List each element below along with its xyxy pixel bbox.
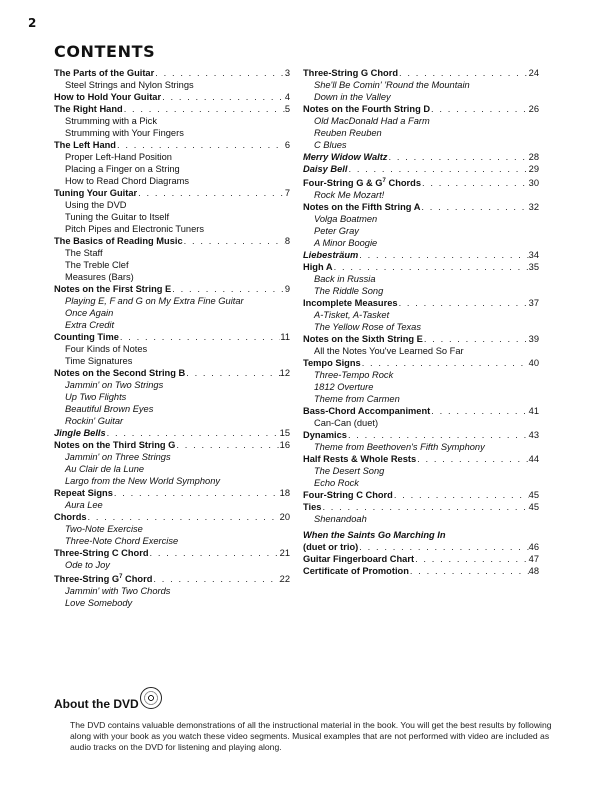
toc-sub-entry: Once Again bbox=[65, 308, 114, 318]
toc-entry[interactable] bbox=[303, 453, 539, 465]
toc-page-number: 43 bbox=[528, 430, 539, 441]
toc-entry-continuation: (duet or trio) bbox=[303, 542, 359, 553]
toc-entry[interactable] bbox=[303, 429, 539, 441]
toc-section bbox=[303, 553, 539, 565]
toc-entry[interactable] bbox=[303, 405, 539, 417]
toc-section bbox=[303, 429, 539, 453]
toc-sub-entry: Aura Lee bbox=[65, 500, 103, 510]
toc-section bbox=[303, 333, 539, 357]
toc-entry[interactable] bbox=[54, 547, 290, 559]
toc-sub-entry: Peter Gray bbox=[314, 226, 359, 237]
leader-dots bbox=[423, 333, 529, 345]
leader-dots bbox=[123, 103, 285, 115]
toc-page-number: 15 bbox=[279, 428, 290, 438]
toc-sub-entry: Three-Tempo Rock bbox=[314, 370, 394, 381]
toc-entry-title: Jingle Bells bbox=[54, 428, 106, 438]
leader-dots bbox=[321, 501, 528, 513]
toc-section bbox=[54, 511, 290, 547]
toc-sub-entry: Time Signatures bbox=[65, 356, 133, 366]
toc-entry[interactable] bbox=[303, 541, 539, 553]
about-dvd-header bbox=[54, 697, 162, 711]
toc-page-number: 12 bbox=[279, 368, 290, 378]
toc-sub-entry: Shenandoah bbox=[314, 514, 367, 525]
toc-sub-entry: Volga Boatmen bbox=[314, 214, 378, 225]
toc-sub-entry: Two-Note Exercise bbox=[65, 524, 143, 534]
toc-section bbox=[54, 139, 290, 187]
toc-entry-title: The Parts of the Guitar bbox=[54, 68, 155, 78]
toc-entry-title: Notes on the Sixth String E bbox=[303, 334, 423, 345]
toc-section bbox=[303, 565, 539, 577]
toc-sub-entry: 1812 Overture bbox=[314, 382, 374, 393]
leader-dots bbox=[137, 187, 285, 199]
toc-page-number: 22 bbox=[279, 574, 290, 585]
toc-page-number: 11 bbox=[280, 332, 290, 342]
toc-page-number: 9 bbox=[284, 284, 290, 294]
toc-sub-entry: The Treble Clef bbox=[65, 260, 129, 270]
toc-section bbox=[54, 571, 290, 609]
toc-page-number: 40 bbox=[528, 358, 539, 369]
toc-sub-entry: The Staff bbox=[65, 248, 103, 258]
leader-dots bbox=[358, 249, 528, 261]
toc-entry-title: Four-String C Chord bbox=[303, 490, 393, 501]
leader-dots bbox=[116, 139, 285, 151]
toc-entry[interactable] bbox=[54, 571, 290, 585]
toc-sub-entry: Pitch Pipes and Electronic Tuners bbox=[65, 224, 205, 234]
toc-entry-title: High A bbox=[303, 262, 333, 273]
toc-page-number: 8 bbox=[284, 236, 290, 246]
toc-entry[interactable] bbox=[54, 331, 290, 343]
toc-section bbox=[303, 201, 539, 249]
toc-entry[interactable] bbox=[54, 511, 290, 523]
leader-dots bbox=[430, 103, 529, 115]
toc-entry[interactable] bbox=[54, 67, 290, 79]
leader-dots bbox=[398, 297, 529, 309]
toc-entry-title: Notes on the Third String G bbox=[54, 440, 176, 450]
leader-dots bbox=[106, 427, 280, 439]
toc-sub-entry: The Riddle Song bbox=[314, 286, 384, 297]
toc-sub-entry: Can-Can (duet) bbox=[314, 418, 379, 429]
toc-page-number: 21 bbox=[279, 548, 290, 558]
toc-page-number: 47 bbox=[528, 554, 539, 565]
leader-dots bbox=[347, 163, 528, 175]
toc-section bbox=[54, 331, 290, 367]
toc-entry-title: Merry Widow Waltz bbox=[303, 152, 388, 162]
toc-page-number: 28 bbox=[528, 152, 539, 162]
toc-sub-entry: Echo Rock bbox=[314, 478, 359, 489]
toc-page-number: 39 bbox=[528, 334, 539, 345]
toc-section bbox=[54, 439, 290, 487]
leader-dots bbox=[387, 151, 528, 163]
toc-entry-title: Three-String $G^7$ Chord bbox=[54, 574, 153, 585]
toc-sub-entry: She'll Be Comin' 'Round the Mountain bbox=[314, 80, 470, 90]
toc-sub-entry: Strumming with Your Fingers bbox=[65, 128, 184, 138]
toc-sub-entry: Rockin' Guitar bbox=[65, 416, 124, 426]
toc-entry[interactable] bbox=[303, 553, 539, 565]
about-dvd-text: The DVD contains valuable demonstrations of all the instructional material in the book. You will get the best results by following along with your book as you watch these video segments. Musical examples that are not performed with video are included as audio tracks on the DVD for listening and playing along. bbox=[70, 720, 552, 753]
toc-page-number: 45 bbox=[528, 502, 539, 513]
toc-section bbox=[303, 151, 539, 163]
toc-section bbox=[303, 297, 539, 333]
toc-page-number: 45 bbox=[528, 490, 539, 501]
leader-dots bbox=[149, 547, 280, 559]
toc-page-number: 44 bbox=[528, 454, 539, 465]
toc-page-number: 29 bbox=[528, 164, 539, 174]
toc-section bbox=[54, 187, 290, 235]
toc-entry-title[interactable]: When the Saints Go Marching In bbox=[303, 530, 446, 541]
toc-sub-entry: Tuning the Guitar to Itself bbox=[65, 212, 170, 222]
toc-entry[interactable] bbox=[54, 367, 290, 379]
toc-entry-title: Certificate of Promotion bbox=[303, 566, 409, 577]
toc-section bbox=[54, 547, 290, 571]
toc-sub-entry: Reuben Reuben bbox=[314, 128, 382, 138]
toc-entry-title: Incomplete Measures bbox=[303, 298, 398, 309]
toc-sub-entry: A Minor Boogie bbox=[314, 238, 378, 249]
toc-entry-title: How to Hold Your Guitar bbox=[54, 92, 162, 102]
toc-section bbox=[303, 453, 539, 489]
toc-entry-title: Half Rests & Whole Rests bbox=[303, 454, 417, 465]
toc-sub-entry: Theme from Carmen bbox=[314, 394, 400, 405]
toc-sub-entry: Four Kinds of Notes bbox=[65, 344, 148, 354]
toc-left-column bbox=[54, 67, 290, 609]
toc-page-number: 37 bbox=[528, 298, 539, 309]
toc-entry[interactable] bbox=[303, 249, 539, 261]
toc-page-number: 41 bbox=[528, 406, 539, 417]
toc-sub-entry: Back in Russia bbox=[314, 274, 376, 285]
leader-dots bbox=[154, 67, 285, 79]
toc-entry-title: Four-String G & $G^7$ Chords bbox=[303, 178, 422, 189]
toc-sub-entry: Ode to Joy bbox=[65, 560, 110, 570]
toc-entry[interactable] bbox=[54, 487, 290, 499]
leader-dots bbox=[358, 541, 528, 553]
toc-sub-entry: Jammin' on Three Strings bbox=[65, 452, 171, 462]
toc-sub-entry: The Desert Song bbox=[314, 466, 385, 477]
toc-page-number: 3 bbox=[284, 68, 290, 78]
toc-sub-entry: Three-Note Chord Exercise bbox=[65, 536, 179, 546]
toc-page-number: 20 bbox=[279, 512, 290, 522]
toc-page-number: 34 bbox=[528, 250, 539, 261]
toc-page-number: 48 bbox=[528, 566, 539, 577]
toc-page-number: 35 bbox=[528, 262, 539, 273]
toc-section bbox=[303, 261, 539, 297]
toc-entry-title: Tempo Signs bbox=[303, 358, 361, 369]
dvd-disc-icon bbox=[140, 687, 162, 709]
toc-sub-entry: Measures (Bars) bbox=[65, 272, 134, 282]
toc-entry-title: Tuning Your Guitar bbox=[54, 188, 138, 198]
toc-entry[interactable] bbox=[303, 163, 539, 175]
toc-entry-title: Notes on the Fifth String A bbox=[303, 202, 421, 213]
toc-page-number: 7 bbox=[284, 188, 290, 198]
toc-entry[interactable] bbox=[303, 261, 539, 273]
toc-section bbox=[54, 283, 290, 331]
toc-sub-entry: Up Two Flights bbox=[65, 392, 127, 402]
toc-sub-entry: Playing E, F and G on My Extra Fine Guitar bbox=[65, 296, 244, 306]
leader-dots bbox=[119, 331, 280, 343]
toc-entry[interactable] bbox=[303, 201, 539, 213]
toc-sub-entry: Strumming with a Pick bbox=[65, 116, 157, 126]
toc-sub-entry: Steel Strings and Nylon Strings bbox=[65, 80, 194, 90]
toc-section bbox=[54, 67, 290, 91]
toc-page-number: 30 bbox=[528, 178, 539, 189]
toc-entry[interactable] bbox=[303, 501, 539, 513]
toc-section bbox=[54, 427, 290, 439]
toc-entry-title: The Right Hand bbox=[54, 104, 123, 114]
toc-entry[interactable] bbox=[303, 297, 539, 309]
leader-dots bbox=[87, 511, 280, 523]
toc-entry[interactable] bbox=[54, 187, 290, 199]
toc-section bbox=[303, 405, 539, 429]
toc-page-number: 26 bbox=[528, 104, 539, 114]
toc-entry[interactable] bbox=[303, 333, 539, 345]
toc-entry-title: Three-String G Chord bbox=[303, 68, 399, 78]
toc-sub-entry: Jammin' on Two Strings bbox=[65, 380, 164, 390]
leader-dots bbox=[185, 367, 279, 379]
toc-entry[interactable] bbox=[54, 91, 290, 103]
toc-page-number: 46 bbox=[528, 542, 539, 553]
toc-section bbox=[303, 163, 539, 175]
toc-sub-entry: A-Tisket, A-Tasket bbox=[314, 310, 390, 321]
toc-section bbox=[303, 357, 539, 405]
toc-right-column bbox=[303, 67, 539, 577]
toc-page-number: 5 bbox=[284, 104, 290, 114]
toc-sub-entry: Rock Me Mozart! bbox=[314, 190, 385, 201]
toc-sub-entry: Theme from Beethoven's Fifth Symphony bbox=[314, 442, 485, 453]
toc-entry[interactable] bbox=[303, 565, 539, 577]
toc-entry-title: The Left Hand bbox=[54, 140, 116, 150]
toc-entry[interactable] bbox=[303, 103, 539, 115]
leader-dots bbox=[113, 487, 280, 499]
toc-sub-entry: Placing a Finger on a String bbox=[65, 164, 180, 174]
toc-section bbox=[303, 529, 539, 553]
page-title: CONTENTS bbox=[54, 42, 156, 61]
leader-dots bbox=[175, 439, 279, 451]
toc-section bbox=[54, 487, 290, 511]
toc-sub-entry: Old MacDonald Had a Farm bbox=[314, 116, 430, 126]
toc-section bbox=[303, 501, 539, 525]
leader-dots bbox=[393, 489, 529, 501]
toc-sub-entry: Jammin' with Two Chords bbox=[65, 586, 171, 597]
toc-entry[interactable] bbox=[303, 489, 539, 501]
toc-entry[interactable] bbox=[54, 235, 290, 247]
toc-page-number: 6 bbox=[284, 140, 290, 150]
toc-sub-entry: Extra Credit bbox=[65, 320, 115, 330]
leader-dots bbox=[420, 201, 528, 213]
toc-sub-entry: C Blues bbox=[314, 140, 347, 150]
toc-entry-title: Repeat Signs bbox=[54, 488, 113, 498]
toc-section bbox=[303, 249, 539, 261]
toc-entry-title: The Basics of Reading Music bbox=[54, 236, 183, 246]
toc-sub-entry: Au Clair de la Lune bbox=[65, 464, 145, 474]
leader-dots bbox=[430, 405, 528, 417]
toc-sub-entry: Proper Left-Hand Position bbox=[65, 152, 172, 162]
toc-entry[interactable] bbox=[303, 151, 539, 163]
toc-section bbox=[54, 103, 290, 139]
toc-sub-entry: How to Read Chord Diagrams bbox=[65, 176, 190, 186]
toc-entry[interactable] bbox=[54, 103, 290, 115]
toc-entry[interactable] bbox=[54, 427, 290, 439]
toc-page-number: 32 bbox=[528, 202, 539, 213]
toc-entry-title: Dynamics bbox=[303, 430, 347, 441]
toc-entry-title: Ties bbox=[303, 502, 322, 513]
toc-section bbox=[303, 67, 539, 103]
toc-section bbox=[54, 367, 290, 427]
toc-page-number: 18 bbox=[279, 488, 290, 498]
leader-dots bbox=[409, 565, 529, 577]
about-dvd-title: About the DVD bbox=[54, 697, 139, 711]
toc-entry-title: Notes on the Second String B bbox=[54, 368, 186, 378]
toc-sub-entry: Largo from the New World Symphony bbox=[65, 476, 221, 486]
toc-section bbox=[54, 91, 290, 103]
leader-dots bbox=[161, 91, 285, 103]
toc-section bbox=[54, 235, 290, 283]
toc-entry-title: Bass-Chord Accompaniment bbox=[303, 406, 431, 417]
toc-entry[interactable] bbox=[303, 357, 539, 369]
toc-entry-title: Daisy Bell bbox=[303, 164, 348, 174]
leader-dots bbox=[183, 235, 285, 247]
toc-sub-entry: Love Somebody bbox=[65, 598, 133, 609]
toc-entry[interactable] bbox=[303, 67, 539, 79]
toc-entry-title: Liebesträum bbox=[303, 250, 359, 261]
toc-entry[interactable] bbox=[54, 139, 290, 151]
toc-entry-title: Chords bbox=[54, 512, 87, 522]
toc-sub-entry: Down in the Valley bbox=[314, 92, 391, 102]
leader-dots bbox=[152, 573, 279, 585]
leader-dots bbox=[333, 261, 529, 273]
toc-sub-entry: Beautiful Brown Eyes bbox=[65, 404, 154, 414]
toc-section bbox=[303, 175, 539, 201]
toc-entry[interactable] bbox=[54, 439, 290, 451]
toc-sub-entry: The Yellow Rose of Texas bbox=[314, 322, 421, 333]
toc-sub-entry: All the Notes You've Learned So Far bbox=[314, 346, 464, 357]
toc-page-number: 4 bbox=[284, 92, 290, 102]
toc-entry-title: Guitar Fingerboard Chart bbox=[303, 554, 415, 565]
page-number: 2 bbox=[28, 16, 37, 30]
toc-section bbox=[303, 103, 539, 151]
leader-dots bbox=[421, 177, 529, 189]
leader-dots bbox=[361, 357, 529, 369]
toc-entry[interactable] bbox=[54, 283, 290, 295]
toc-page-number: 16 bbox=[279, 440, 290, 450]
toc-sub-entry: Using the DVD bbox=[65, 200, 127, 210]
leader-dots bbox=[416, 453, 529, 465]
toc-entry-title: Three-String C Chord bbox=[54, 548, 149, 558]
leader-dots bbox=[398, 67, 529, 79]
toc-page-number: 24 bbox=[528, 68, 539, 78]
toc-entry[interactable] bbox=[303, 175, 539, 189]
toc-entry-title: Notes on the Fourth String D bbox=[303, 104, 431, 114]
leader-dots bbox=[171, 283, 285, 295]
toc-entry-title: Counting Time bbox=[54, 332, 119, 342]
leader-dots bbox=[347, 429, 529, 441]
toc-section bbox=[303, 489, 539, 501]
leader-dots bbox=[414, 553, 529, 565]
toc-entry-title: Notes on the First String E bbox=[54, 284, 172, 294]
